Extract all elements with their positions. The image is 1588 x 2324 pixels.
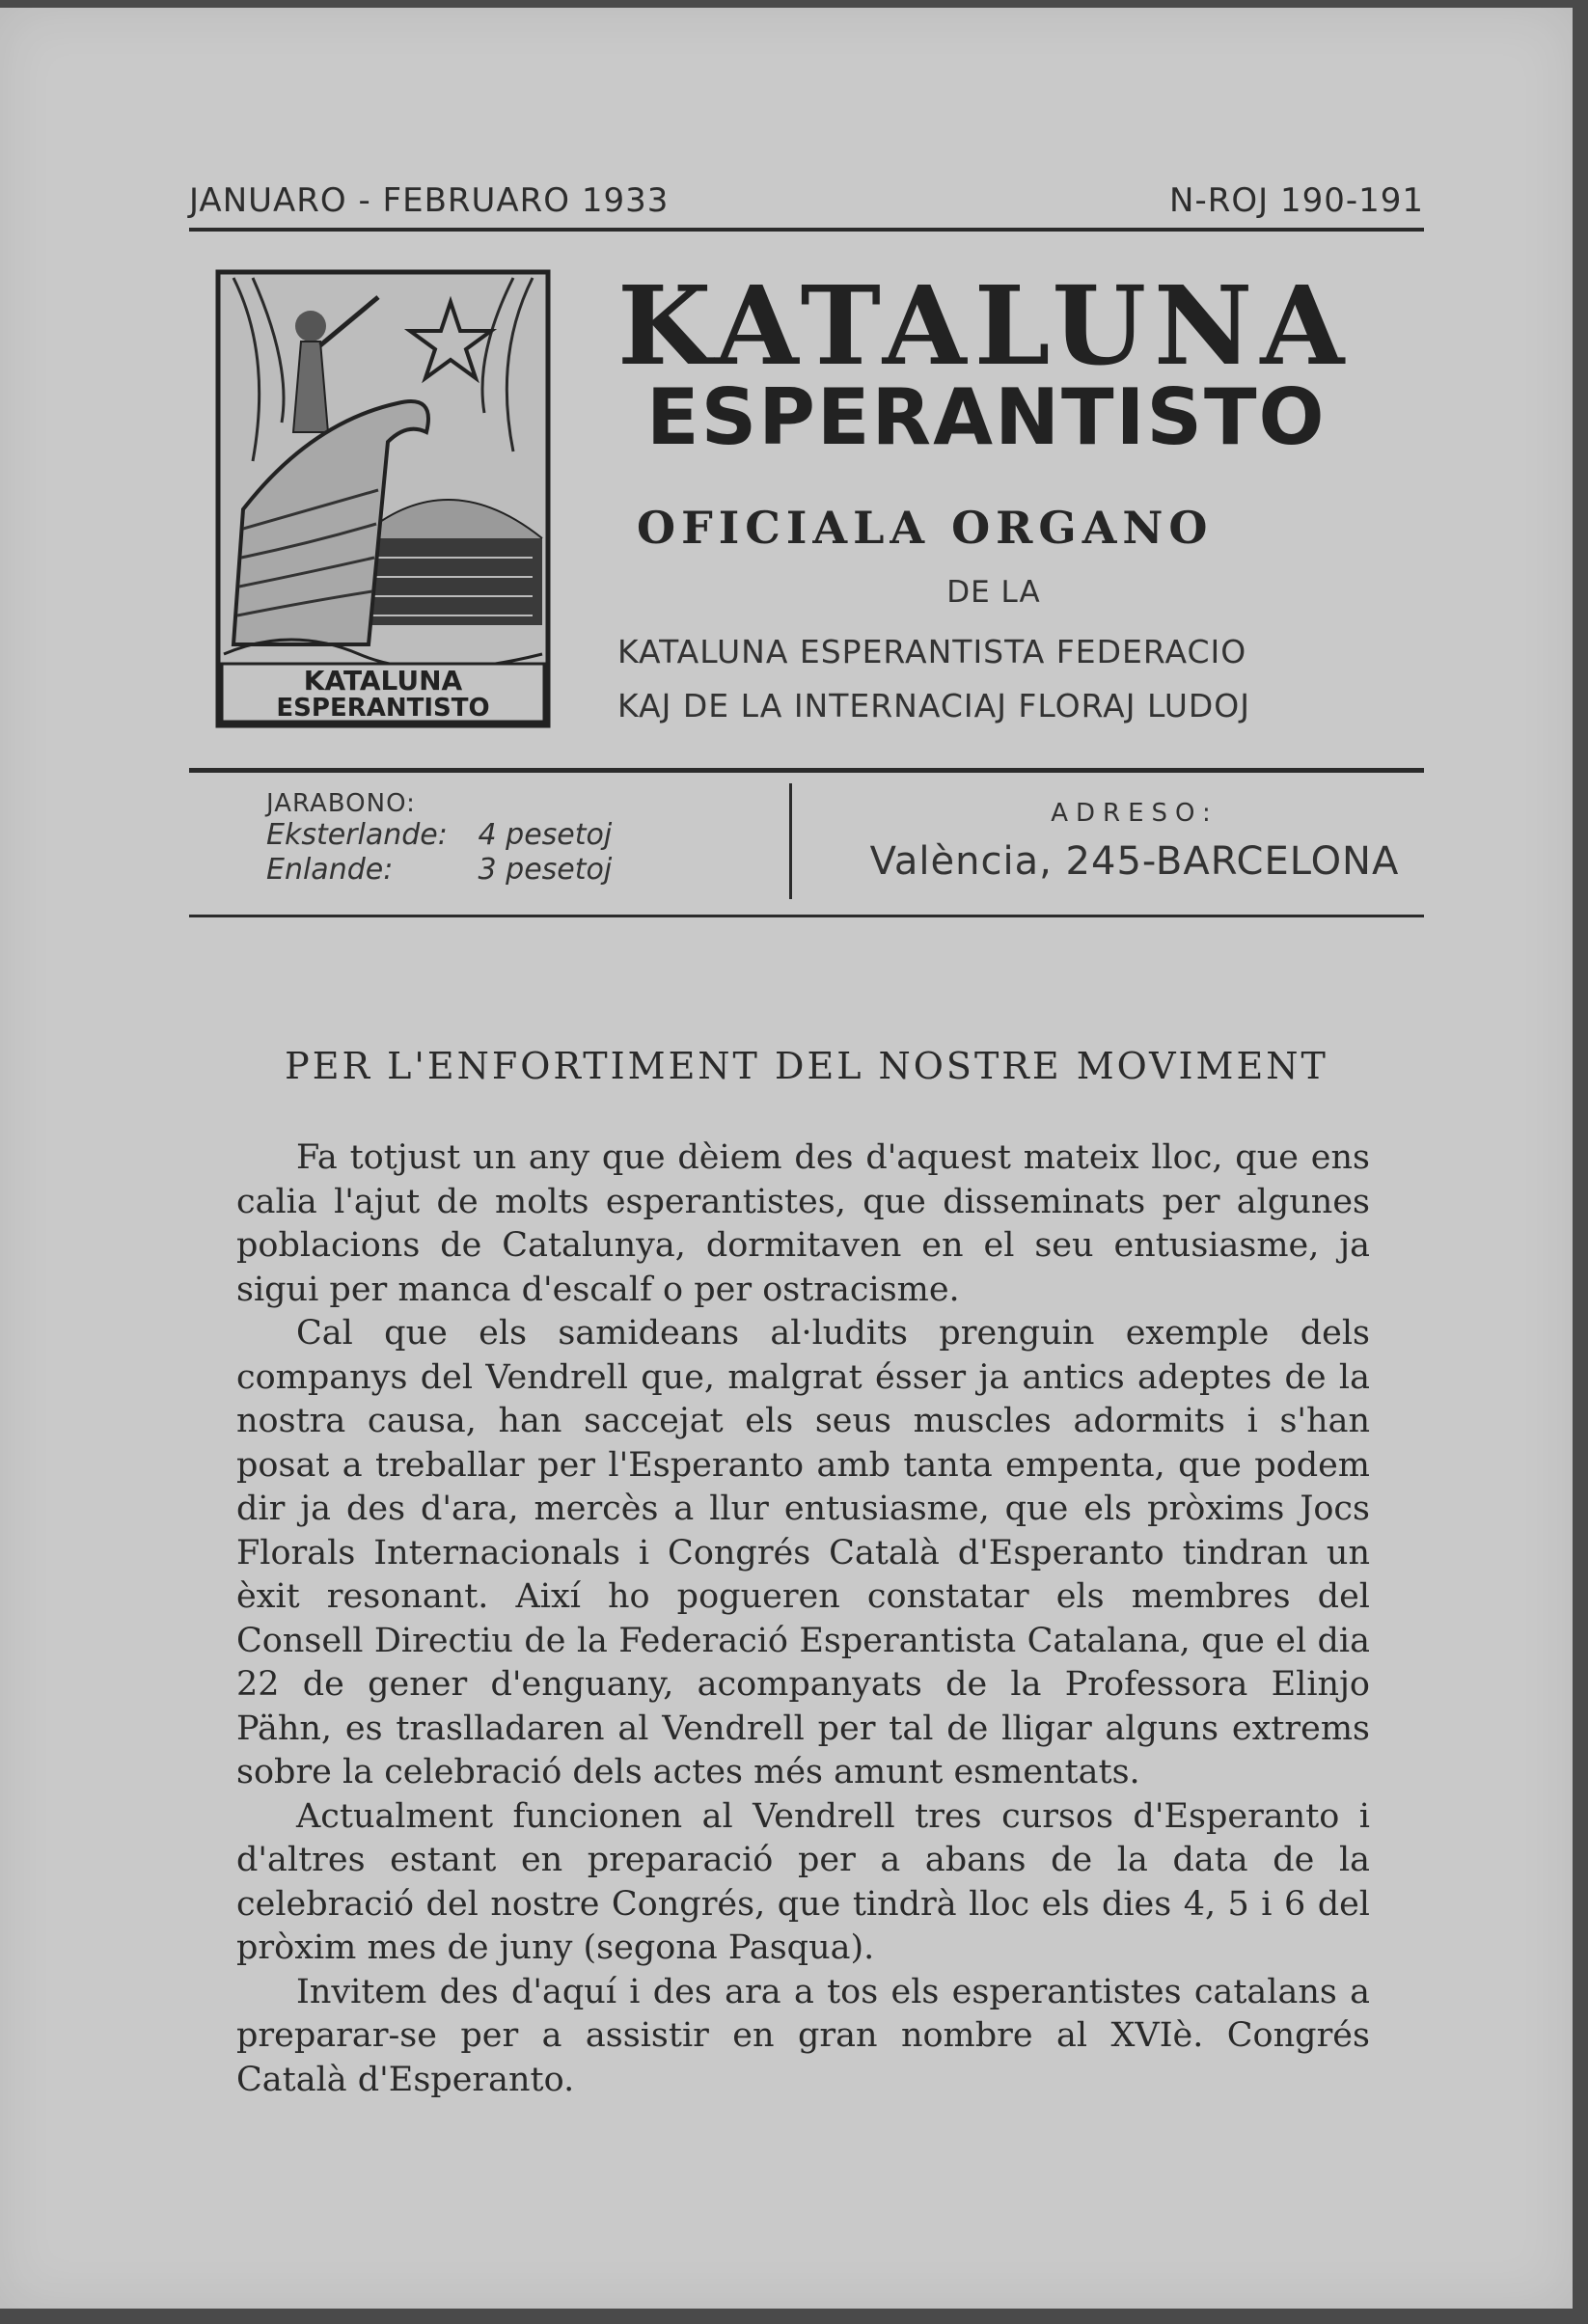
subscription-label: JARABONO: [266, 789, 416, 818]
issue-number: N-ROJ 190-191 [1169, 181, 1424, 220]
article-paragraph: Fa totjust un any que dèiem des d'aquest mateix lloc, que ens calia l'ajut de molts esperantistes, que disseminats per algunes poblacions de Catalunya, dormitaven en el seu entusiasme, ja sigui per manca d'escalf o per ostracisme. [236, 1138, 1370, 1309]
article-body [236, 1136, 1370, 2102]
subbox-divider [789, 783, 792, 899]
subscription-row [266, 818, 612, 853]
subscription-box [189, 770, 1424, 915]
subbox-bottom-rule [189, 915, 1424, 917]
subscription-price: 4 pesetoj [478, 818, 613, 852]
subscription-place: Enlande: [266, 853, 394, 887]
address-block [845, 799, 1424, 884]
oficiala-organo: OFICIALA ORGANO [637, 502, 1214, 554]
subscription-block [266, 789, 612, 888]
ship-woodcut-illustration [214, 268, 552, 729]
article-paragraph: Actualment funcionen al Vendrell tres cursos d'Esperanto i d'altres estant en preparació per a abans de la data de la celebració del nostre Congrés, que tindrà lloc els dies 4, 5 i 6 del pròxim mes de juny (segona Pasqua). [236, 1796, 1370, 1967]
address-label: ADRESO: [1051, 799, 1218, 828]
federation [617, 625, 1370, 733]
masthead-title [617, 263, 1418, 495]
masthead-line1: KATALUNA [617, 263, 1353, 390]
subscription-row [266, 853, 612, 888]
subscription-price: 3 pesetoj [478, 853, 613, 887]
de-la: DE LA [946, 575, 1041, 610]
address-value: València, 245-BARCELONA [869, 839, 1400, 884]
article-title: PER L'ENFORTIMENT DEL NOSTRE MOVIMENT [285, 1045, 1328, 1087]
article-paragraph: Cal que els samideans al·ludits prenguin exemple dels companys del Vendrell que, malgrat ésser ja antics adeptes de la nostra causa, han saccejat els seus muscles adormits i s'han posat a treballar per l'Esperanto amb tanta empenta, que podem dir ja des d'ara, mercès a llur entusiasme, que els pròxims Jocs Florals Internacionals i Congrés Català d'Esperanto tindran un èxit resonant. Així ho pogueren constatar els membres del Consell Directiu de la Federació Esperantista Catalana, que el dia 22 de gener d'enguany, acompanyats de la Professora Elinjo Pähn, es traslladaren al Vendrell per tal de lligar alguns extrems sobre la celebració dels actes més amunt esmentats. [236, 1314, 1370, 1791]
masthead-line2: ESPERANTISTO [646, 372, 1327, 462]
page [0, 8, 1573, 2309]
article-paragraph: Invitem des d'aquí i des ara a tos els esperantistes catalans a preparar-se per a assistir en gran nombre al XVIè. Congrés Català d'Esperanto. [236, 1972, 1370, 2099]
woodcut-caption-line2: ESPERANTISTO [276, 694, 490, 723]
federation-line2: KAJ DE LA INTERNACIAJ FLORAJ LUDOJ [617, 687, 1250, 725]
header-line [189, 181, 1424, 220]
federation-line1: KATALUNA ESPERANTISTA FEDERACIO [617, 633, 1247, 670]
issue-date: JANUARO - FEBRUARO 1933 [189, 181, 670, 220]
subscription-place: Eksterlande: [266, 818, 448, 852]
woodcut-caption-line1: KATALUNA [303, 665, 463, 697]
header-rule [189, 228, 1424, 232]
